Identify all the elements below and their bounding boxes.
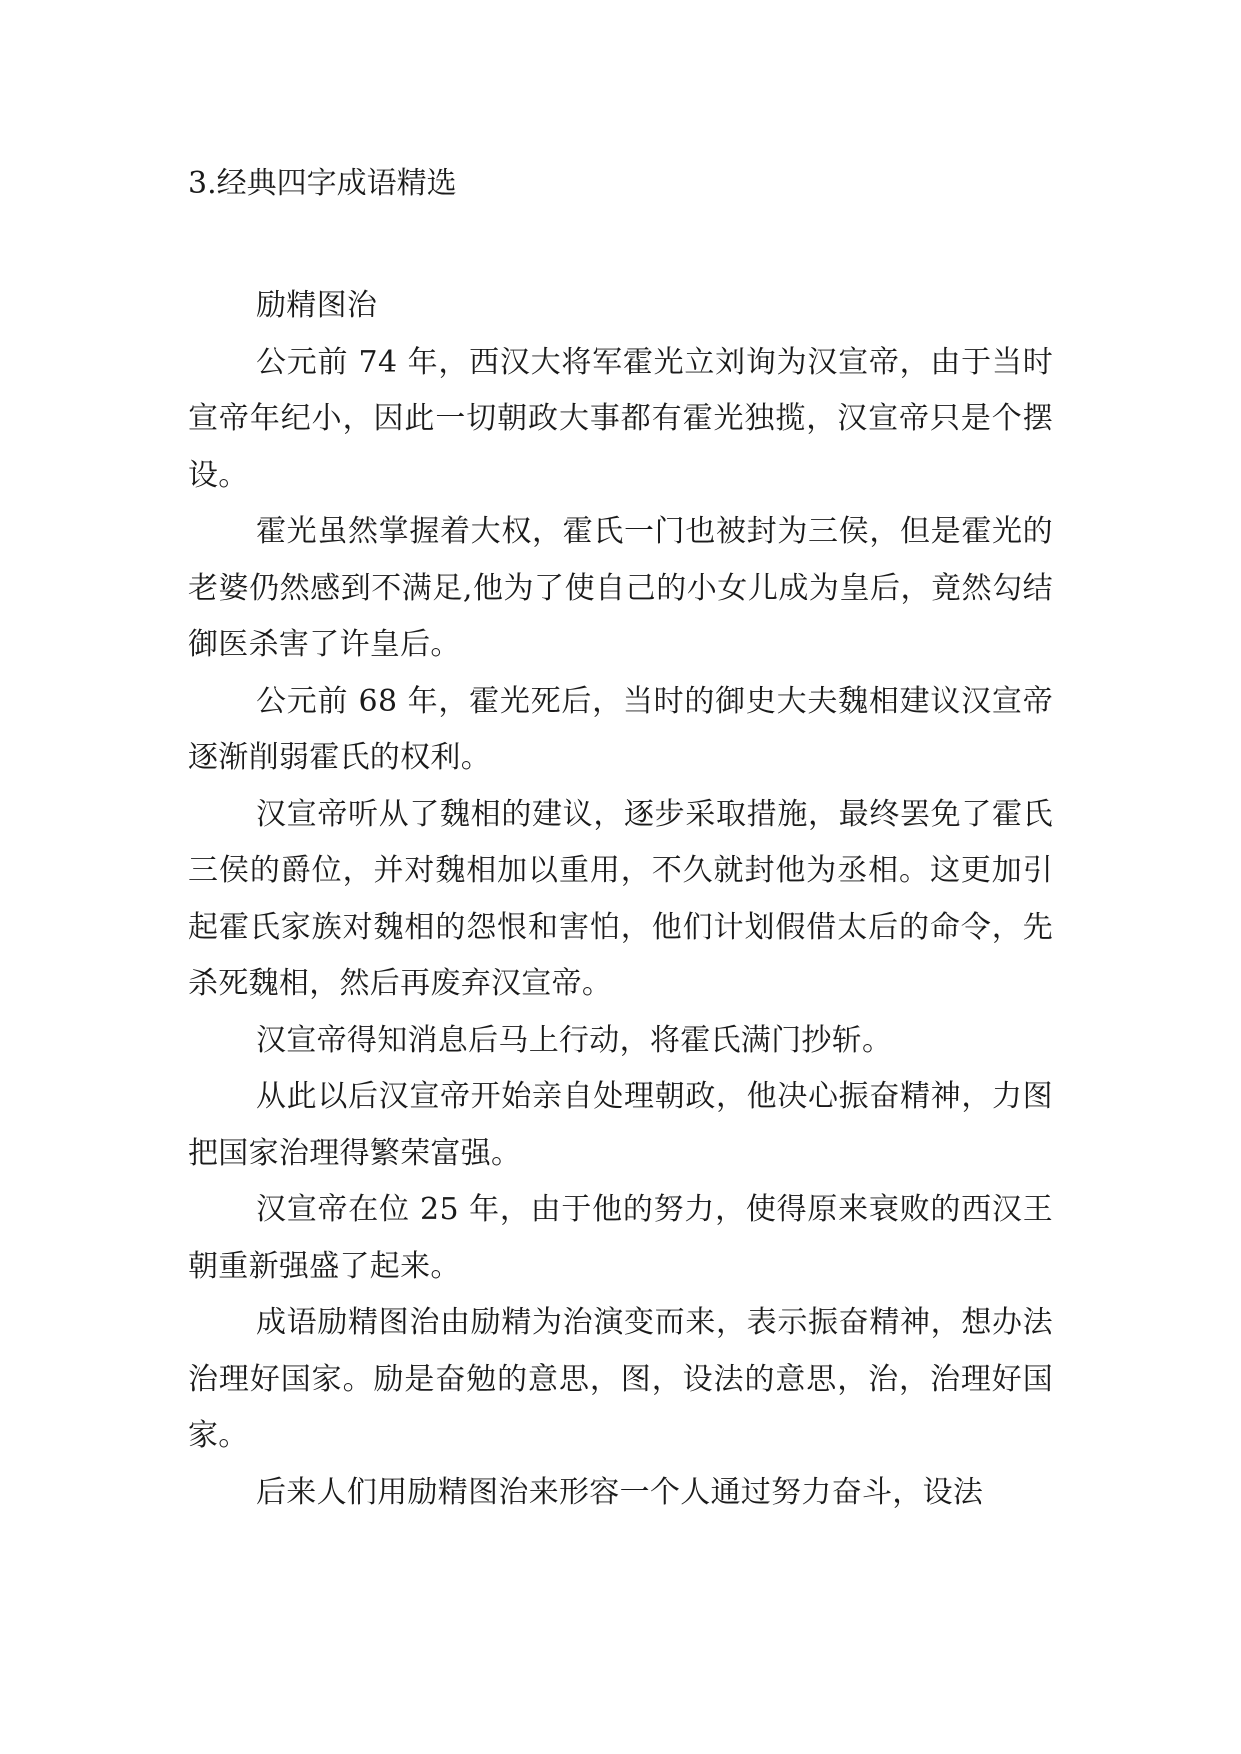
section-heading: 3.经典四字成语精选 (188, 166, 457, 201)
article-body (188, 278, 1053, 1521)
paragraph: 成语励精图治由励精为治演变而来，表示振奋精神，想办法治理好国家。励是奋勉的意思，图，设法的意思，治，治理好国家。 (188, 1305, 1053, 1453)
paragraph: 从此以后汉宣帝开始亲自处理朝政，他决心振奋精神，力图把国家治理得繁荣富强。 (188, 1079, 1053, 1171)
paragraph: 公元前 68 年，霍光死后，当时的御史大夫魏相建议汉宣帝逐渐削弱霍氏的权利。 (188, 683, 1053, 775)
idiom-title: 励精图治 (256, 288, 378, 323)
paragraph: 后来人们用励精图治来形容一个人通过努力奋斗，设法 (256, 1474, 984, 1510)
paragraph: 汉宣帝得知消息后马上行动，将霍氏满门抄斩。 (256, 1022, 893, 1058)
paragraph: 汉宣帝听从了魏相的建议，逐步采取措施，最终罢免了霍氏三侯的爵位，并对魏相加以重用，不久就封他为丞相。这更加引起霍氏家族对魏相的怨恨和害怕，他们计划假借太后的命令，先杀死魏相，然后再废弃汉宣帝。 (188, 796, 1053, 1001)
paragraph: 公元前 74 年，西汉大将军霍光立刘询为汉宣帝，由于当时宣帝年纪小，因此一切朝政大事都有霍光独揽，汉宣帝只是个摆设。 (188, 344, 1053, 493)
paragraph: 汉宣帝在位 25 年，由于他的努力，使得原来衰败的西汉王朝重新强盛了起来。 (188, 1192, 1053, 1284)
paragraph: 霍光虽然掌握着大权，霍氏一门也被封为三侯，但是霍光的老婆仍然感到不满足,他为了使自己的小女儿成为皇后，竟然勾结御医杀害了许皇后。 (188, 514, 1053, 662)
